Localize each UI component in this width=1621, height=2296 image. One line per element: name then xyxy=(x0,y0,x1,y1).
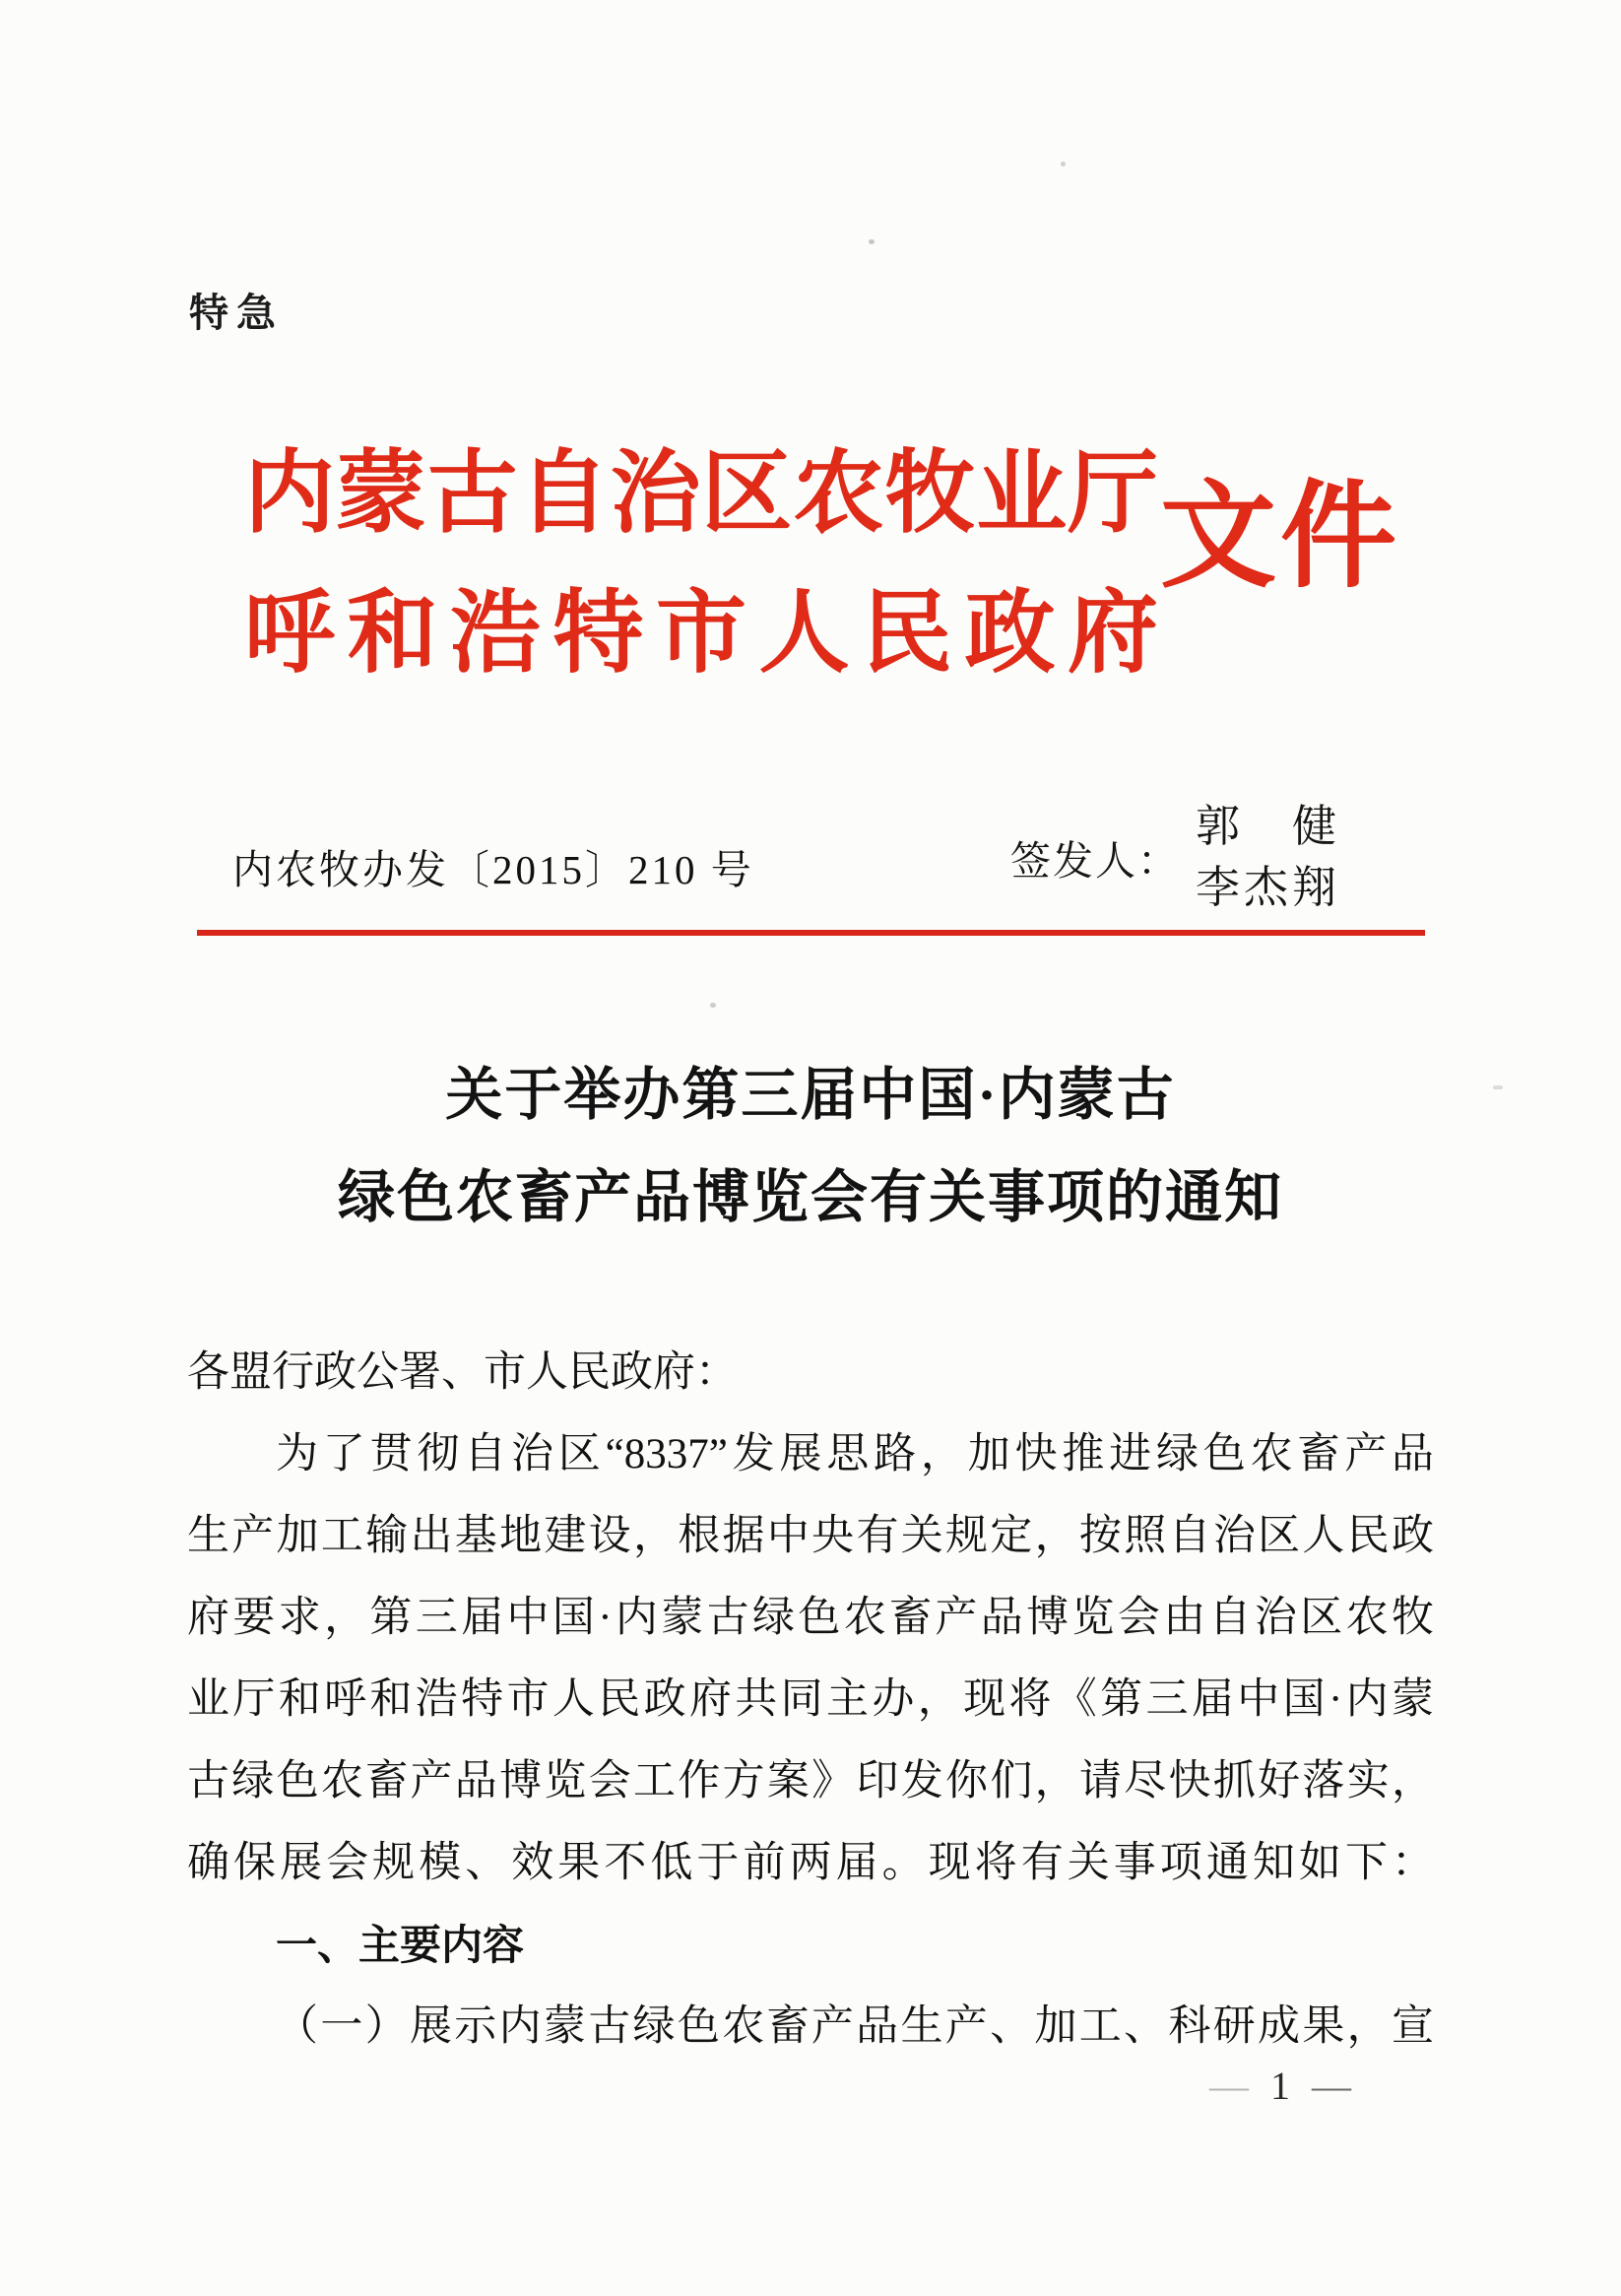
signer-name-1: 郭 健 xyxy=(1196,802,1341,851)
scan-speck xyxy=(869,239,875,244)
letterhead-document-word: 文件 xyxy=(1160,473,1401,602)
title-line1: 关于举办第三届中国·内蒙古 xyxy=(445,1063,1176,1127)
list-item-line: （一）展示内蒙古绿色农畜产品生产、加工、科研成果，宣 xyxy=(276,2003,1434,2050)
document-body xyxy=(187,1332,1434,2067)
scan-speck xyxy=(710,1003,716,1008)
document-number: 内农牧办发〔2015〕210 号 xyxy=(232,847,754,892)
page-number-value: 1 xyxy=(1270,2064,1290,2108)
body-line-5: 古绿色农畜产品博览会工作方案》印发你们，请尽快抓好落实， xyxy=(187,1758,1434,1804)
document-title xyxy=(0,1064,1621,1229)
scan-speck xyxy=(1493,1085,1503,1089)
letterhead-orgs xyxy=(244,424,1158,703)
salutation: 各盟行政公署、市人民政府： xyxy=(187,1349,738,1396)
page-number-dash-left: — xyxy=(1209,2064,1249,2108)
body-line-4: 业厅和呼和浩特市人民政府共同主办，现将《第三届中国·内蒙 xyxy=(187,1676,1434,1723)
red-separator-rule xyxy=(197,930,1425,936)
body-line-1: 为了贯彻自治区“8337”发展思路，加快推进绿色农畜产品 xyxy=(276,1431,1434,1477)
body-line-6: 确保展会规模、效果不低于前两届。现将有关事项通知如下： xyxy=(187,1840,1434,1886)
page-number xyxy=(1209,2063,1351,2109)
signer-name-2: 李杰翔 xyxy=(1196,863,1341,912)
signer-label: 签发人： xyxy=(1010,837,1180,884)
scan-speck xyxy=(1061,162,1066,166)
org-name-line1: 内蒙古自治区农牧业厅 xyxy=(244,443,1158,544)
urgency-label: 特急 xyxy=(189,291,284,336)
body-line-2: 生产加工输出基地建设，根据中央有关规定，按照自治区人民政 xyxy=(187,1513,1434,1559)
title-line2: 绿色农畜产品博览会有关事项的通知 xyxy=(337,1165,1283,1229)
body-line-3: 府要求，第三届中国·内蒙古绿色农畜产品博览会由自治区农牧 xyxy=(187,1595,1434,1641)
org-name-line2: 呼和浩特市人民政府 xyxy=(244,583,1158,684)
page-number-dash-right: — xyxy=(1312,2064,1351,2108)
signer-names xyxy=(1196,796,1340,918)
signer-block xyxy=(1010,796,1340,918)
section-heading: 一、主要内容 xyxy=(276,1921,525,1969)
